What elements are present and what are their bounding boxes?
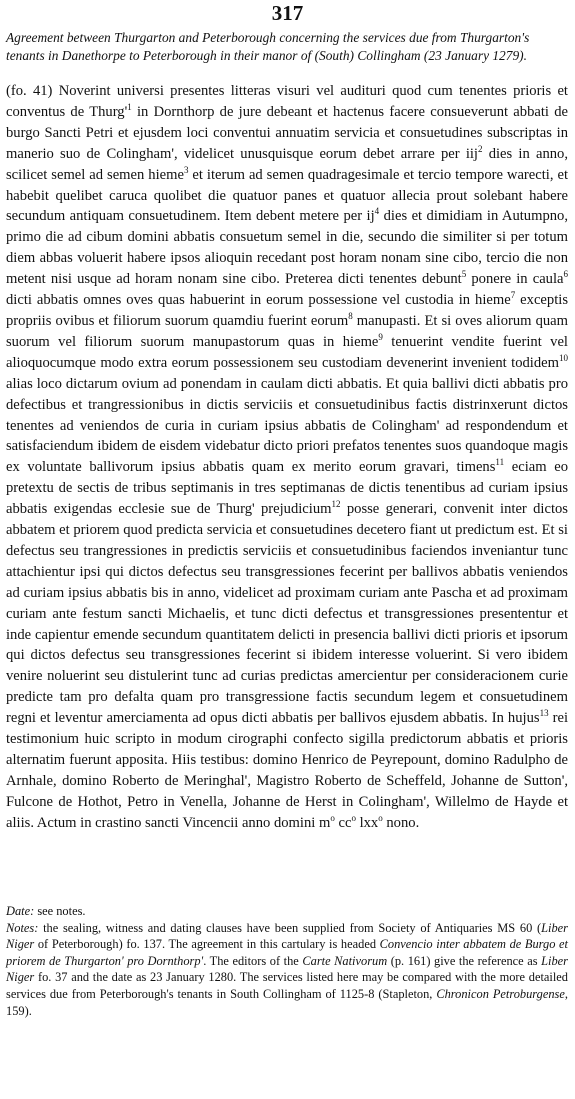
footnote-marker: 9 [378, 331, 383, 342]
text-segment: dies et dimidiam in Autumpno, primo die ad cibum domini abbatis consuetum semel in die, secundo die similiter si per totum diem abbas voluerit habere ipsos alioquin recedant post horam nonam sine cibo, tercio die non metent nisi usque ad horam nonam sine cibo. Preterea dicti tenentes debunt [6, 208, 568, 288]
footnote-marker: 4 [374, 206, 380, 217]
footnote-marker: 6 [563, 269, 568, 280]
footnote-marker: o [330, 812, 335, 823]
footnote-marker: 2 [477, 143, 483, 154]
text-segment: rei testimonium huic scripto in modum cirographi confecto sigilla predictorum abbatis et prioris alternatim fuerunt apposita. Hiis testibus: domino Henrico de Peyrepount, domino Radulpho de Arnhale, domino Roberto de Meringhal', Magistro Roberto de Scheffeld, Johanne de Sutton', Fulcone de Hothot, Petro in Venella, Johanne de Herst in Colingham', Willelmo de Hayde et aliis. Actum in crastino sancti Vincencii anno domini m [6, 710, 568, 831]
footnote-marker: o [351, 812, 356, 823]
notes-label: Notes: [6, 920, 39, 935]
footnote-marker: o [378, 812, 383, 823]
text-segment: tenuerint vendite fuerint vel alioquocumque modo extra eorum possessionem seu custodiam devenerint invenient todidem [6, 333, 568, 371]
text-segment: exceptis propriis ovibus et filiorum suorum quamdiu fuerint eorum [6, 292, 568, 329]
text-segment: ponere in caula [466, 271, 564, 288]
text-segment: in Dornthorp de jure debeant et hactenus facere consueverunt abbati de burgo Sancti Petri et ejusdem loci conventui annuatim servicia et consuetudines subscriptas in manerio suo de Colingham', videlicet unusquisque eorum debet arrare per iij [6, 103, 568, 162]
text-segment: nono. [382, 814, 420, 831]
note-text-segment: (p. 161) give the reference as [387, 953, 542, 968]
text-segment: dicti abbatis omnes oves quas habuerint in eorum possessione vel custodia in hieme [6, 292, 511, 309]
note-text-segment: , 159). [6, 986, 568, 1018]
note-text-segment: . The editors of the [203, 953, 303, 968]
text-segment: et iterum ad semen quadragesimale et tercio tempore warecti, et habebit quelibet caruca quolibet die quatuor panes et quatuor allecia prout solebant habere secundum antiquam consuetudinem. Item debent metere per ij [6, 166, 568, 225]
note-title-segment: Carte Nativorum [302, 953, 388, 968]
footnote-marker: 12 [331, 499, 341, 510]
note-text-segment: fo. 37 and the date as 23 January 1280. The services listed here may be compared with the more detailed services due from Peterborough's tenants in South Collingham of 1125-8 (Stapleton, [6, 970, 568, 1001]
text-segment: eciam eo pretextu de sectis de tribus septimanis in tres septimanas de dictis tenentibus ad curiam ipsius abbatis exigendas ecclesie sue de Thurg' prejudicium [6, 459, 568, 518]
note-title-segment: Liber Niger [6, 920, 568, 952]
note-title-segment: Liber Niger [6, 953, 569, 985]
document-heading: Agreement between Thurgarton and Peterborough concerning the services due from Thurgarton's tenants in Danethorpe to Peterborough in their manor of (South) Collingham (23 January 1279). [6, 30, 530, 63]
footnote-marker: 11 [495, 457, 505, 468]
date-note [6, 903, 568, 920]
text-segment: (fo. 41) Noverint universi presentes litteras visuri vel audituri quod cum tenentes prioris et conventus de Thurg' [6, 83, 568, 120]
notes-paragraph [6, 920, 568, 1020]
text-segment: alias loco dictarum ovium ad ponendam in caulam dicti abbatis. Et quia ballivi dicti abbatis pro defectibus et trangressionibus in dictis serviciis et consuetudinibus factis distrinxerunt dictos tenentes ad veniendos de curia in curiam ipsius abbatis de Colingham' ad respondendum et satisfaciendum ibidem de eisdem videbatur dicto priori prefatos tenentes suos quandoque magis ex voluntate ballivorum ipsius abbatis quam ex merito eorum gravari, timens [6, 375, 568, 476]
text-segment: posse generari, convenit inter dictos abbatem et priorem quod predicta servicia et consuetudines decetero fiant ut predictum est. Et si defectus seu trangressiones in predictis serviciis et consuetudinibus faciendos inveniantur tunc attachientur ipsi qui dictos defectus seu transgressiones fecerint per ballivos abbatis veniendos ad curiam ipsius abbatis bis in anno, videlicet ad proximam curiam ante Pascha et ad proximam curiam ante festum sancti Michaelis, et tunc dicti defectus et transgressiones presententur et inde capientur emende secundum quantitatem delicti in presencia ballivi dicti prioris et ipsorum qui dictos defectus seu transgressiones fecerint si ibidem interesse voluerint. Si vero ibidem venire noluerint seu distulerint tunc ad curias predictas amercientur per consideracionem curie predicte tam pro defalta quam pro transgressione factis secundum legem et consuetudinem regni et leventur amerciamenta ad opus dicti abbatis per ballivos ejusdem abbatis. In hujus [6, 501, 568, 727]
footnote-marker: 5 [461, 269, 467, 280]
note-title-segment: Convencio inter abbatem de Burgo et priorem de Thurgarton' pro Dornthorp' [6, 937, 568, 968]
text-segment: lxx [355, 814, 379, 831]
notes-section [6, 903, 568, 1019]
text-segment: dies in anno, scilicet semel ad semen hieme [6, 145, 568, 183]
date-label: Date: [6, 904, 35, 918]
charter-text [6, 81, 568, 834]
date-text: see notes. [34, 904, 86, 918]
page-number: 317 [271, 1, 304, 25]
note-text-segment: of Peterborough) fo. 137. The agreement in this cartulary is headed [34, 937, 380, 952]
footnote-marker: 7 [510, 290, 516, 301]
text-segment: cc [334, 814, 352, 831]
footnote-marker: 1 [127, 101, 132, 112]
footnote-marker: 13 [539, 708, 549, 719]
text-segment: manupasti. Et si oves aliorum quam suorum vel filiorum suorum manupastorum quas in hieme [6, 312, 568, 350]
footnote-marker: 8 [348, 310, 353, 321]
footnote-marker: 10 [559, 352, 568, 363]
footnote-marker: 3 [183, 164, 189, 175]
note-text-segment: the sealing, witness and dating clauses have been supplied from Society of Antiquaries MS 60 ( [38, 920, 542, 935]
note-title-segment: Chronicon Petroburgense [436, 986, 565, 1001]
